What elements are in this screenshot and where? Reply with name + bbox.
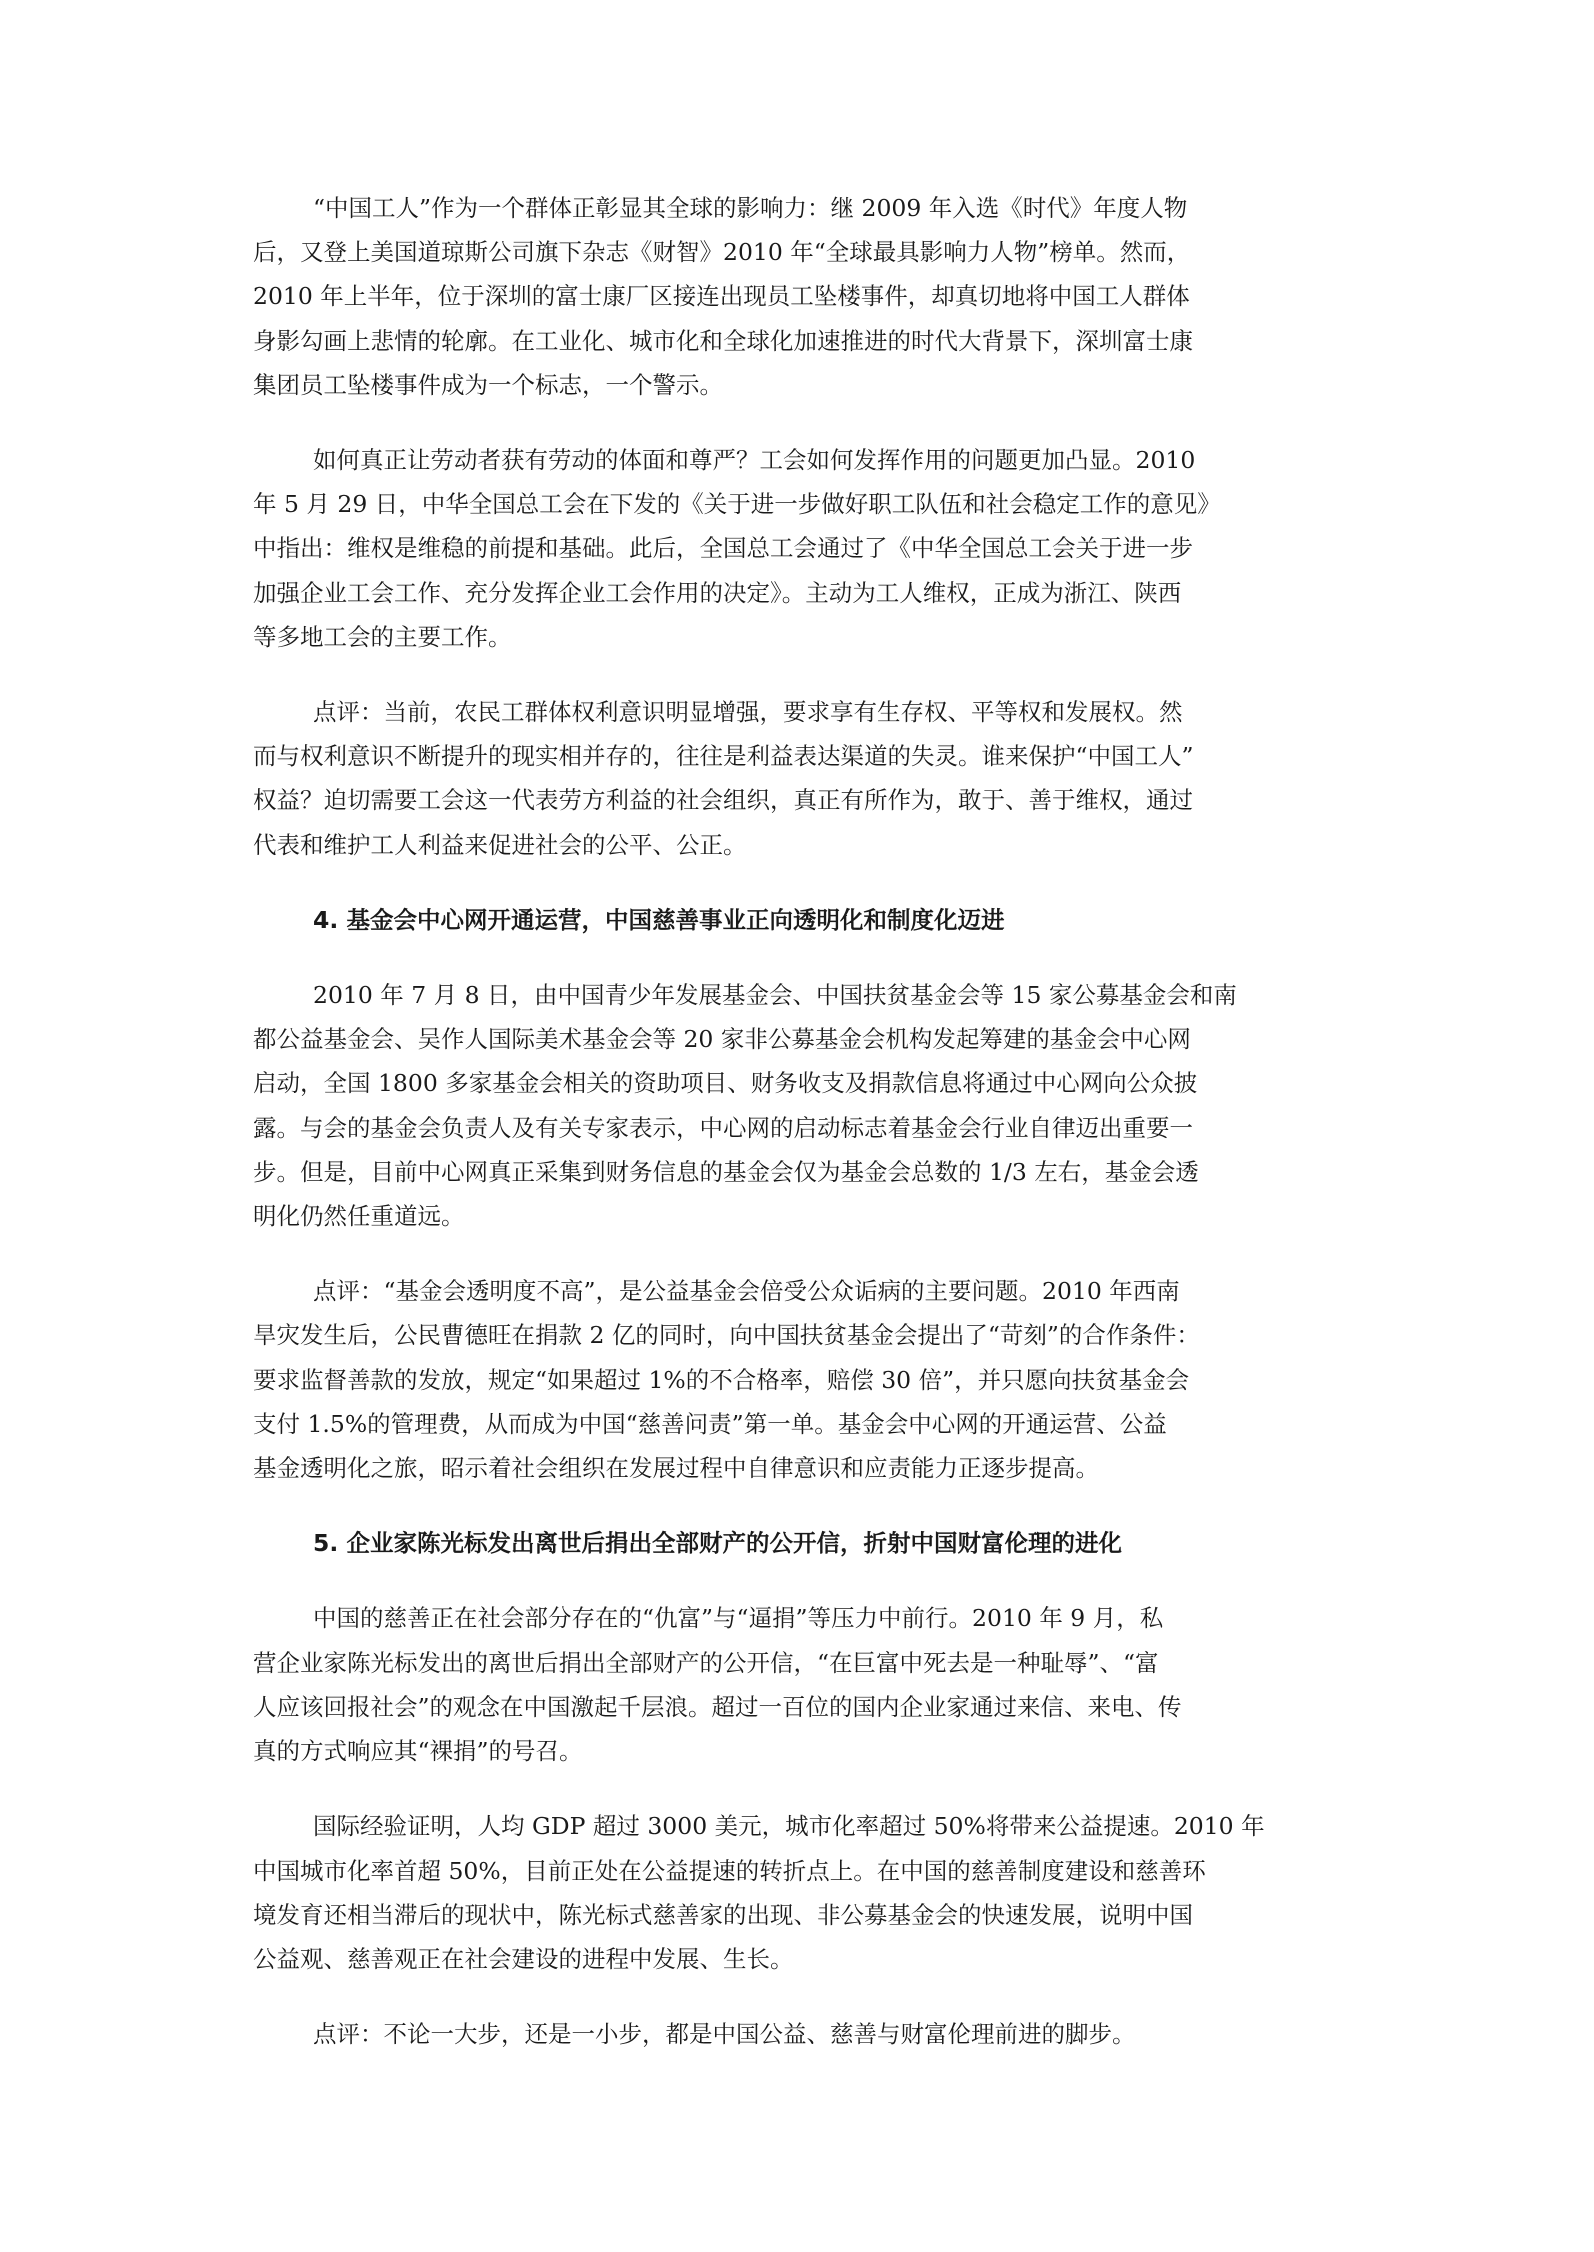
paragraph-line: 人应该回报社会”的观念在中国激起千层浪。超过一百位的国内企业家通过来信、来电、传 (253, 1692, 1182, 1721)
paragraph-line: 点评：不论一大步，还是一小步，都是中国公益、慈善与财富伦理前进的脚步。 (313, 2020, 1136, 2049)
paragraph-line: 点评：当前，农民工群体权利意识明显增强，要求享有生存权、平等权和发展权。然 (313, 698, 1183, 727)
paragraph-line: 集团员工坠楼事件成为一个标志，一个警示。 (253, 370, 723, 399)
paragraph (253, 438, 1343, 659)
document-body (253, 186, 1343, 2087)
section-heading: 5. 企业家陈光标发出离世后捐出全部财产的公开信，折射中国财富伦理的进化 (313, 1529, 1122, 1558)
paragraph (253, 186, 1343, 407)
paragraph-line: 中国的慈善正在社会部分存在的“仇富”与“逼捐”等压力中前行。2010 年 9 月，私 (313, 1604, 1164, 1633)
paragraph-line: 中国城市化率首超 50%，目前正处在公益提速的转折点上。在中国的慈善制度建设和慈善环 (253, 1856, 1206, 1885)
paragraph (253, 690, 1343, 867)
paragraph-line: 支付 1.5%的管理费，从而成为中国“慈善问责”第一单。基金会中心网的开通运营、公益 (253, 1409, 1167, 1438)
paragraph-line: 加强企业工会工作、充分发挥企业工会作用的决定》。主动为工人维权，正成为浙江、陕西 (253, 578, 1182, 607)
paragraph-line: 明化仍然任重道远。 (253, 1202, 465, 1231)
paragraph-line: 点评：“基金会透明度不高”，是公益基金会倍受公众诟病的主要问题。2010 年西南 (313, 1277, 1180, 1306)
paragraph-line: 代表和维护工人利益来促进社会的公平、公正。 (253, 830, 747, 859)
paragraph (253, 2012, 1343, 2056)
paragraph-line: 公益观、慈善观正在社会建设的进程中发展、生长。 (253, 1944, 794, 1973)
paragraph-line: 营企业家陈光标发出的离世后捐出全部财产的公开信，“在巨富中死去是一种耻辱”、“富 (253, 1648, 1159, 1677)
paragraph-line: 后，又登上美国道琼斯公司旗下杂志《财智》2010 年“全球最具影响力人物”榜单。然而， (253, 238, 1191, 267)
paragraph-line: 2010 年上半年，位于深圳的富士康厂区接连出现员工坠楼事件，却真切地将中国工人群体 (253, 282, 1190, 311)
paragraph (253, 1269, 1343, 1490)
section-heading: 4. 基金会中心网开通运营，中国慈善事业正向透明化和制度化迈进 (313, 905, 1005, 934)
paragraph-line: 步。但是，目前中心网真正采集到财务信息的基金会仅为基金会总数的 1/3 左右，基金会透 (253, 1157, 1199, 1186)
paragraph-line: 国际经验证明，人均 GDP 超过 3000 美元，城市化率超过 50%将带来公益提速。2010 年 (313, 1812, 1265, 1841)
paragraph-line: 而与权利意识不断提升的现实相并存的，往往是利益表达渠道的失灵。谁来保护“中国工人” (253, 742, 1194, 771)
paragraph (253, 1596, 1343, 1773)
paragraph-line: 基金透明化之旅，昭示着社会组织在发展过程中自律意识和应责能力正逐步提高。 (253, 1454, 1099, 1483)
paragraph-line: 真的方式响应其“裸捐”的号召。 (253, 1737, 583, 1766)
paragraph-line: 如何真正让劳动者获有劳动的体面和尊严？工会如何发挥作用的问题更加凸显。2010 (313, 446, 1196, 475)
paragraph-line: 年 5 月 29 日，中华全国总工会在下发的《关于进一步做好职工队伍和社会稳定工作的意见》 (253, 490, 1221, 519)
paragraph-line: 中指出：维权是维稳的前提和基础。此后，全国总工会通过了《中华全国总工会关于进一步 (253, 534, 1193, 563)
paragraph-line: 启动，全国 1800 多家基金会相关的资助项目、财务收支及捐款信息将通过中心网向公众披 (253, 1069, 1198, 1098)
paragraph-line: 身影勾画上悲情的轮廓。在工业化、城市化和全球化加速推进的时代大背景下，深圳富士康 (253, 326, 1193, 355)
paragraph-line: 境发育还相当滞后的现状中，陈光标式慈善家的出现、非公募基金会的快速发展，说明中国 (253, 1900, 1193, 1929)
paragraph-line: 2010 年 7 月 8 日，由中国青少年发展基金会、中国扶贫基金会等 15 家公募基金会和南 (313, 981, 1237, 1010)
paragraph-line: 都公益基金会、吴作人国际美术基金会等 20 家非公募基金会机构发起筹建的基金会中心网 (253, 1025, 1191, 1054)
paragraph (253, 973, 1343, 1238)
paragraph-line: 等多地工会的主要工作。 (253, 622, 512, 651)
paragraph-line: “中国工人”作为一个群体正彰显其全球的影响力：继 2009 年入选《时代》年度人物 (313, 194, 1188, 222)
paragraph-line: 要求监督善款的发放，规定“如果超过 1%的不合格率，赔偿 30 倍”，并只愿向扶贫基金会 (253, 1365, 1190, 1394)
paragraph-line: 权益？迫切需要工会这一代表劳方利益的社会组织，真正有所作为，敢于、善于维权，通过 (253, 786, 1193, 815)
paragraph-line: 露。与会的基金会负责人及有关专家表示，中心网的启动标志着基金会行业自律迈出重要一 (253, 1113, 1193, 1142)
paragraph (253, 1804, 1343, 1981)
paragraph-line: 旱灾发生后，公民曹德旺在捐款 2 亿的同时，向中国扶贫基金会提出了“苛刻”的合作条件： (253, 1321, 1200, 1350)
